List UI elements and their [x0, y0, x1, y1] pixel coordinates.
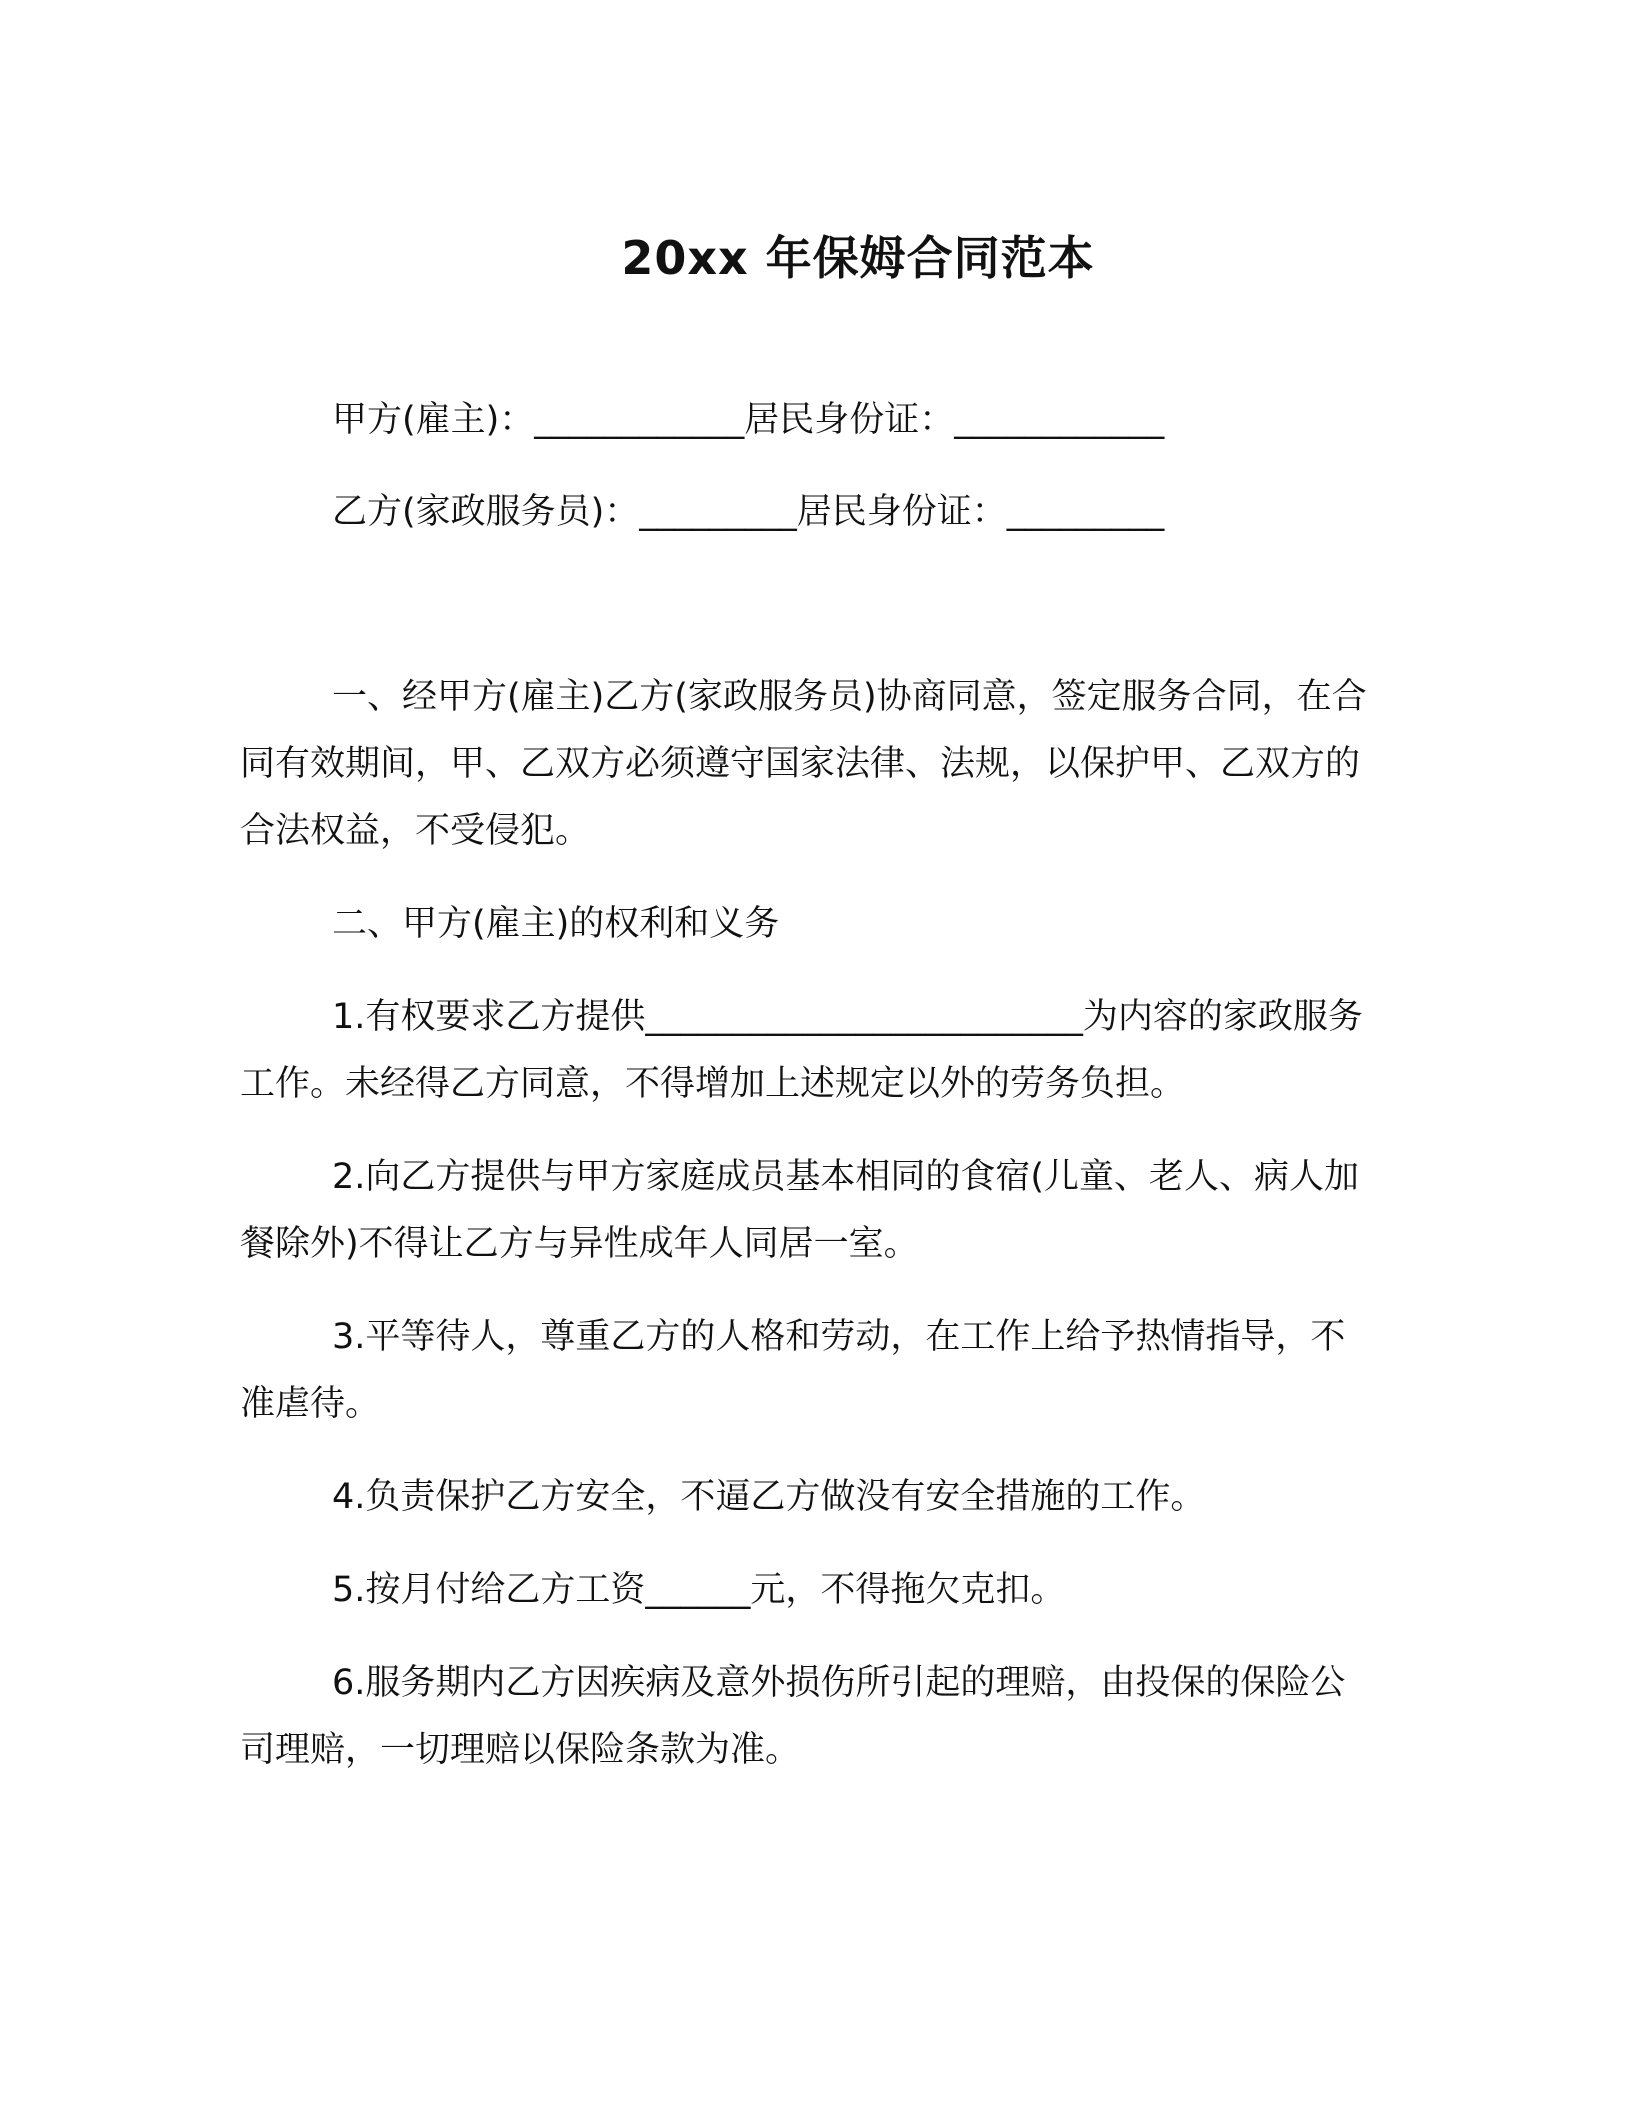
clause-paragraph: 4.负责保护乙方安全，不逼乙方做没有安全措施的工作。 [332, 1477, 1206, 1517]
clause-paragraph: 一、经甲方(雇主)乙方(家政服务员)协商同意，签定服务合同，在合同有效期间，甲、乙双方必须遵守国家法律、法规，以保护甲、乙双方的合法权益，不受侵犯。 [240, 677, 1367, 851]
contract-body [240, 664, 1380, 1810]
party-b-line: 乙方(家政服务员)：_________居民身份证：_________ [332, 492, 1165, 532]
clause-paragraph: 5.按月付给乙方工资______元，不得拖欠克扣。 [332, 1570, 1066, 1610]
clause-paragraph: 3.平等待人，尊重乙方的人格和劳动，在工作上给予热情指导，不准虐待。 [240, 1317, 1346, 1424]
clause-paragraph: 2.向乙方提供与甲方家庭成员基本相同的食宿(儿童、老人、病人加餐除外)不得让乙方与异性成年人同居一室。 [240, 1157, 1360, 1264]
document-title: 20xx 年保姆合同范本 [621, 231, 1095, 285]
section-heading: 二、甲方(雇主)的权利和义务 [332, 904, 780, 944]
party-a-line: 甲方(雇主)：____________居民身份证：____________ [332, 400, 1165, 440]
clause-paragraph: 1.有权要求乙方提供_________________________为内容的家政服务工作。未经得乙方同意，不得增加上述规定以外的劳务负担。 [240, 997, 1363, 1104]
clause-paragraph: 6.服务期内乙方因疾病及意外损伤所引起的理赔，由投保的保险公司理赔，一切理赔以保险条款为准。 [240, 1663, 1346, 1770]
